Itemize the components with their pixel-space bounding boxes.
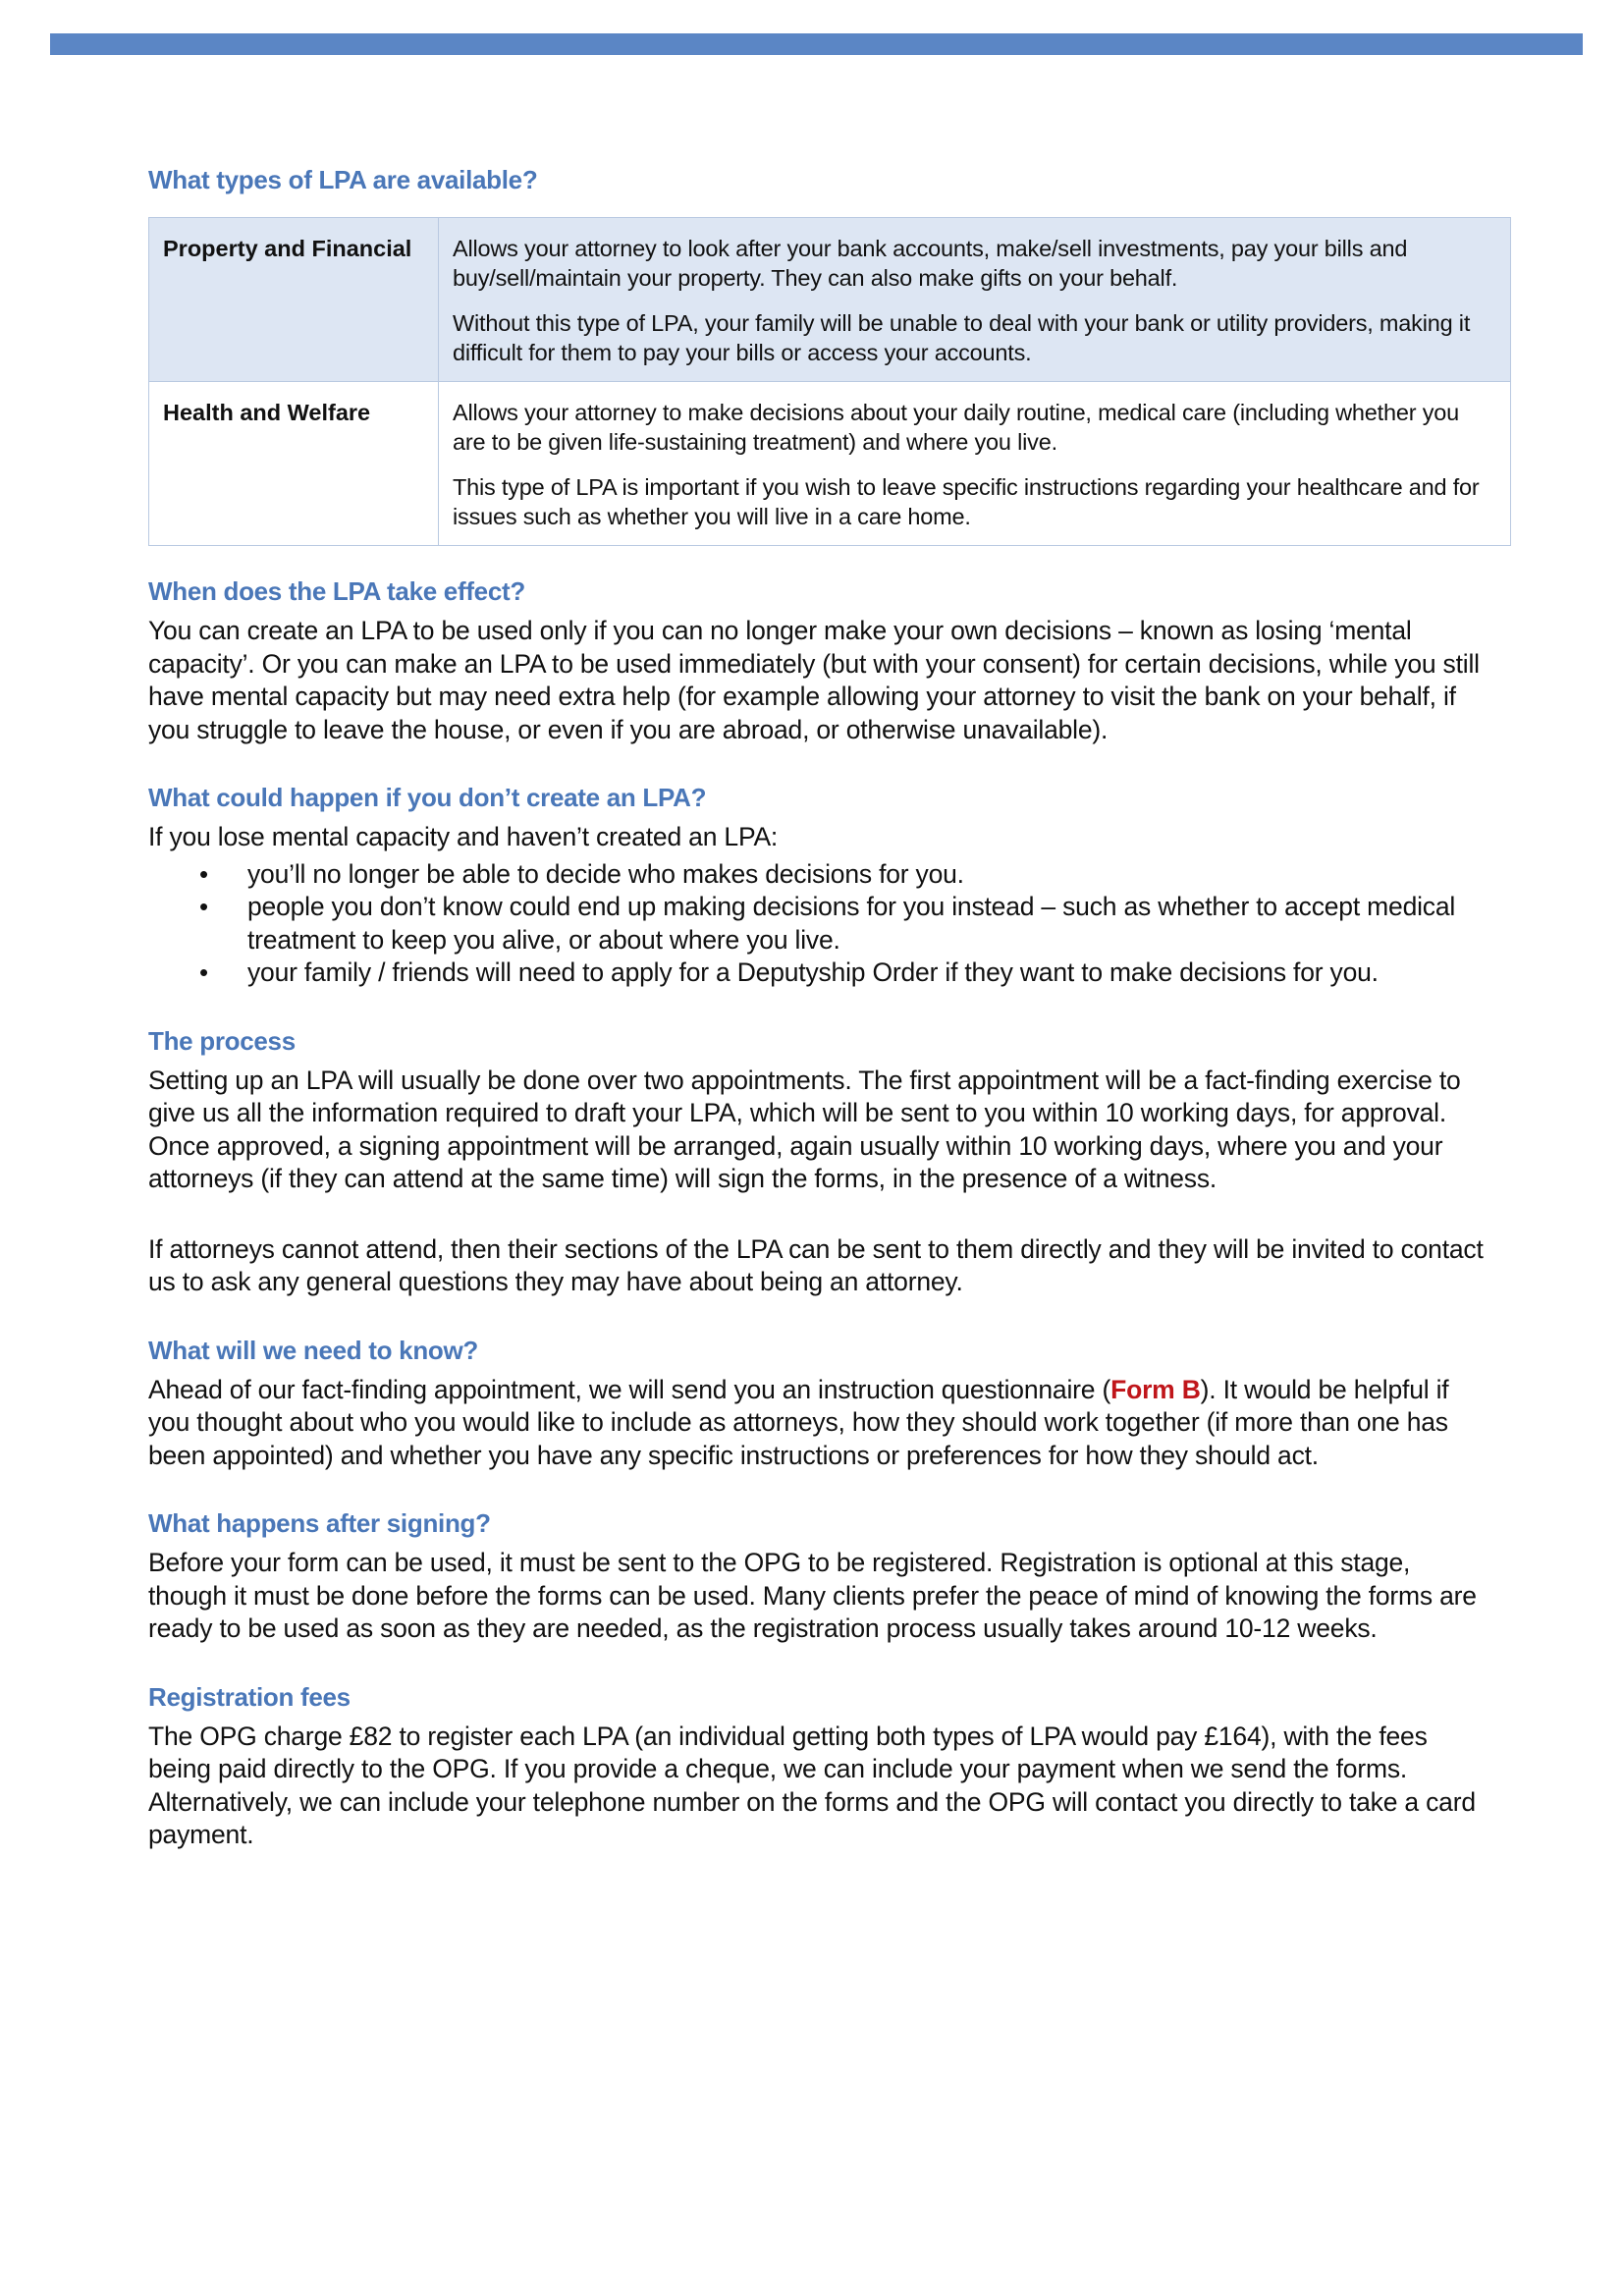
no-lpa-intro: If you lose mental capacity and haven’t created an LPA: [148,822,779,851]
bullet-icon: • [199,957,208,987]
need-text-start: Ahead of our fact-finding appointment, we will send you an instruction questionnaire ( [148,1374,1111,1404]
form-reference: Form B [1110,1374,1201,1404]
consequences-list [148,858,1486,990]
lpa-types-table [148,217,1511,546]
bullet-icon: • [199,858,208,889]
lpa-type-name: Health and Welfare [149,382,439,546]
list-item [148,891,1486,957]
description-paragraph: This type of LPA is important if you wish to leave specific instructions regarding your healthcare and for issues such as whether you will live in a care home. [453,474,1480,529]
section-heading-after-signing: What happens after signing? [148,1508,491,1538]
table-row [149,382,1511,546]
list-item-text: people you don’t know could end up making decisions for you instead – such as whether to accept medical treatment to keep you alive, or about where you live. [247,892,1456,955]
process-paragraph: Setting up an LPA will usually be done over two appointments. The first appointment will be a fact-finding exercise to give us all the information required to draft your LPA, which will be sent to you within 10 working days, for approval. Once approved, a signing appointment will be arranged, again usually within 10 working days, where you and your attorneys (if they can attend at the same time) will sign the forms, in the presence of a witness. [148,1065,1461,1193]
section-heading-lpa-types: What types of LPA are available? [148,165,538,194]
lpa-type-name: Property and Financial [149,218,439,382]
section-heading-need-to-know: What will we need to know? [148,1335,478,1365]
process-paragraph: If attorneys cannot attend, then their sections of the LPA can be sent to them directly and they will be invited to contact us to ask any general questions they may have about being an attorney. [148,1233,1484,1296]
effect-paragraph: You can create an LPA to be used only if you can no longer make your own decisions – known as losing ‘mental capacity’. Or you can make an LPA to be used immediately (but with your consent) for certain decisions, while you still have mental capacity but may need extra help (for example allowing your attorney to visit the bank on your behalf, if you struggle to leave the house, or even if you are abroad, or otherwise unavailable). [148,616,1480,744]
list-item [148,957,1486,990]
list-item [148,858,1486,892]
section-heading-fees: Registration fees [148,1681,351,1712]
description-paragraph: Allows your attorney to look after your bank accounts, make/sell investments, pay your bills and buy/sell/maintain your property. They can also make gifts on your behalf. [453,236,1408,291]
description-paragraph: Allows your attorney to make decisions about your daily routine, medical care (including whether you are to be given life-sustaining treatment) and where you live. [453,400,1459,455]
list-item-text: you’ll no longer be able to decide who makes decisions for you. [247,858,964,889]
description-paragraph: Without this type of LPA, your family will be unable to deal with your bank or utility providers, making it difficult for them to pay your bills or access your accounts. [453,310,1471,365]
section-heading-process: The process [148,1025,296,1056]
section-heading-no-lpa: What could happen if you don’t create an LPA? [148,783,707,812]
list-item-text: your family / friends will need to apply for a Deputyship Order if they want to make decisions for you. [247,957,1379,987]
need-text-end: ). It would be helpful if you thought about who you would like to include as attorneys, how they should work together (if more than one has been appointed) and whether you have any specific instructions or preferences for how they should act. [148,1374,1449,1470]
bullet-icon: • [199,892,208,921]
table-row [149,218,1511,382]
fees-paragraph: The OPG charge £82 to register each LPA (an individual getting both types of LPA would pay £164), with the fees being paid directly to the OPG. If you provide a cheque, we can include your payment when we send the forms. Alternatively, we can include your telephone number on the forms and the OPG will contact you directly to take a card payment. [148,1721,1476,1849]
after-signing-paragraph: Before your form can be used, it must be sent to the OPG to be registered. Registration is optional at this stage, though it must be done before the forms can be used. Many clients prefer the peace of mind of knowing the forms are ready to be used as soon as they are needed, as the registration process usually takes around 10-12 weeks. [148,1548,1477,1643]
document-body [148,165,1486,1852]
lpa-type-description [439,382,1511,546]
need-to-know-paragraph [148,1374,1486,1473]
section-heading-effect: When does the LPA take effect? [148,576,525,606]
lpa-type-description [439,218,1511,382]
header-accent-bar [50,33,1583,55]
